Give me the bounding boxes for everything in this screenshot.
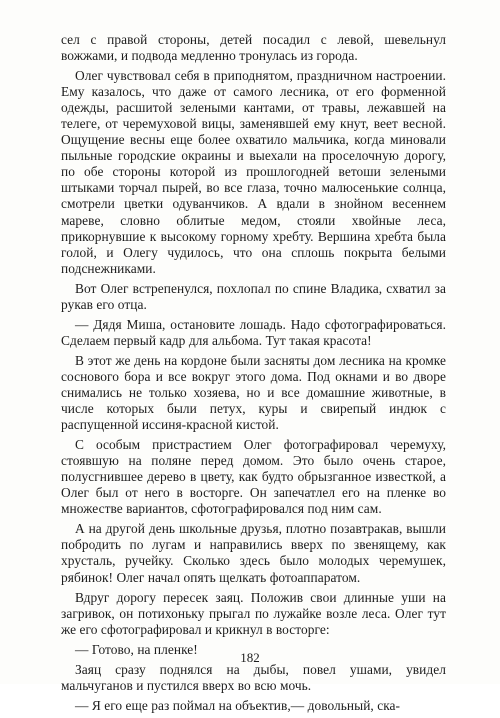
page-text-block bbox=[61, 32, 446, 718]
paragraph-9: — Готово, на пленке! bbox=[75, 641, 198, 657]
paragraph-8: Вдруг дорогу пересек заяц. Положив свои длинные уши на загривок, он потихоньку прыгал по лужайке возле леса. Олег тут же его сфотографировал и крикнул в восторге: bbox=[61, 589, 446, 637]
paragraph-2: Олег чувствовал себя в приподнятом, праздничном настроении. Ему казалось, что даже от самого лесника, от его форменной одежды, расшитой зелеными кантами, от травы, лежавшей на телеге, от черемуховой вицы, заменявшей ему кнут, веет весной. Ощущение весны еще более охватило мальчика, когда миновали пыльные городские окраины и выехали на проселочную дорогу, по обе стороны которой из прошлогодней ветоши зелеными штыками торчал пырей, во все глаза, точно малюсенькие солнца, смотрели цветки одуванчиков. А вдали в знойном весеннем мареве, словно облитые медом, стояли хвойные леса, прикорнувшие к высокому горному хребту. Вершина хребта была голой, и Олегу чудилось, что она сплошь покрыта белыми подснежниками. bbox=[61, 68, 446, 276]
page-number: 182 bbox=[240, 650, 260, 665]
paragraph-1: сел с правой стороны, детей посадил с левой, шевельнул вожжами, и подвода медленно тронулась из города. bbox=[61, 32, 446, 64]
paragraph-3: Вот Олег встрепенулся, похлопал по спине Владика, схватил за рукав его отца. bbox=[61, 280, 446, 312]
paragraph-5: В этот же день на кордоне были засняты дом лесника на кромке соснового бора и все вокруг этого дома. Под окнами и во дворе снимались не только хозяева, но и все домашние животные, в числе которых были петух, куры и свирепый индюк с распущенной иссиня-красной кистой. bbox=[61, 352, 446, 433]
paragraph-7: А на другой день школьные друзья, плотно позавтракав, вышли побродить по лугам и направились вверх по звенящему, как хрусталь, ручейку. Сколько здесь было молодых черемушек, рябинок! Олег начал опять щелкать фотоаппаратом. bbox=[61, 521, 446, 585]
paragraph-10: Заяц сразу поднялся на дыбы, повел ушами, увидел мальчуганов и пустился вверх во всю мочь. bbox=[61, 661, 446, 693]
paragraph-4: — Дядя Миша, остановите лошадь. Надо сфотографироваться. Сделаем первый кадр для альбома. Тут такая красота! bbox=[61, 316, 446, 348]
paragraph-6: С особым пристрастием Олег фотографировал черемуху, стоявшую на поляне перед домом. Это было очень старое, полусгнившее дерево в цвету, как будто обрызганное известкой, а Олег был от него в восторге. Он запечатлел его на пленке во множестве вариантов, сфотографировался под ним сам. bbox=[61, 437, 446, 517]
paragraph-11: — Я его еще раз поймал на объектив,— довольный, ска- bbox=[75, 697, 401, 713]
